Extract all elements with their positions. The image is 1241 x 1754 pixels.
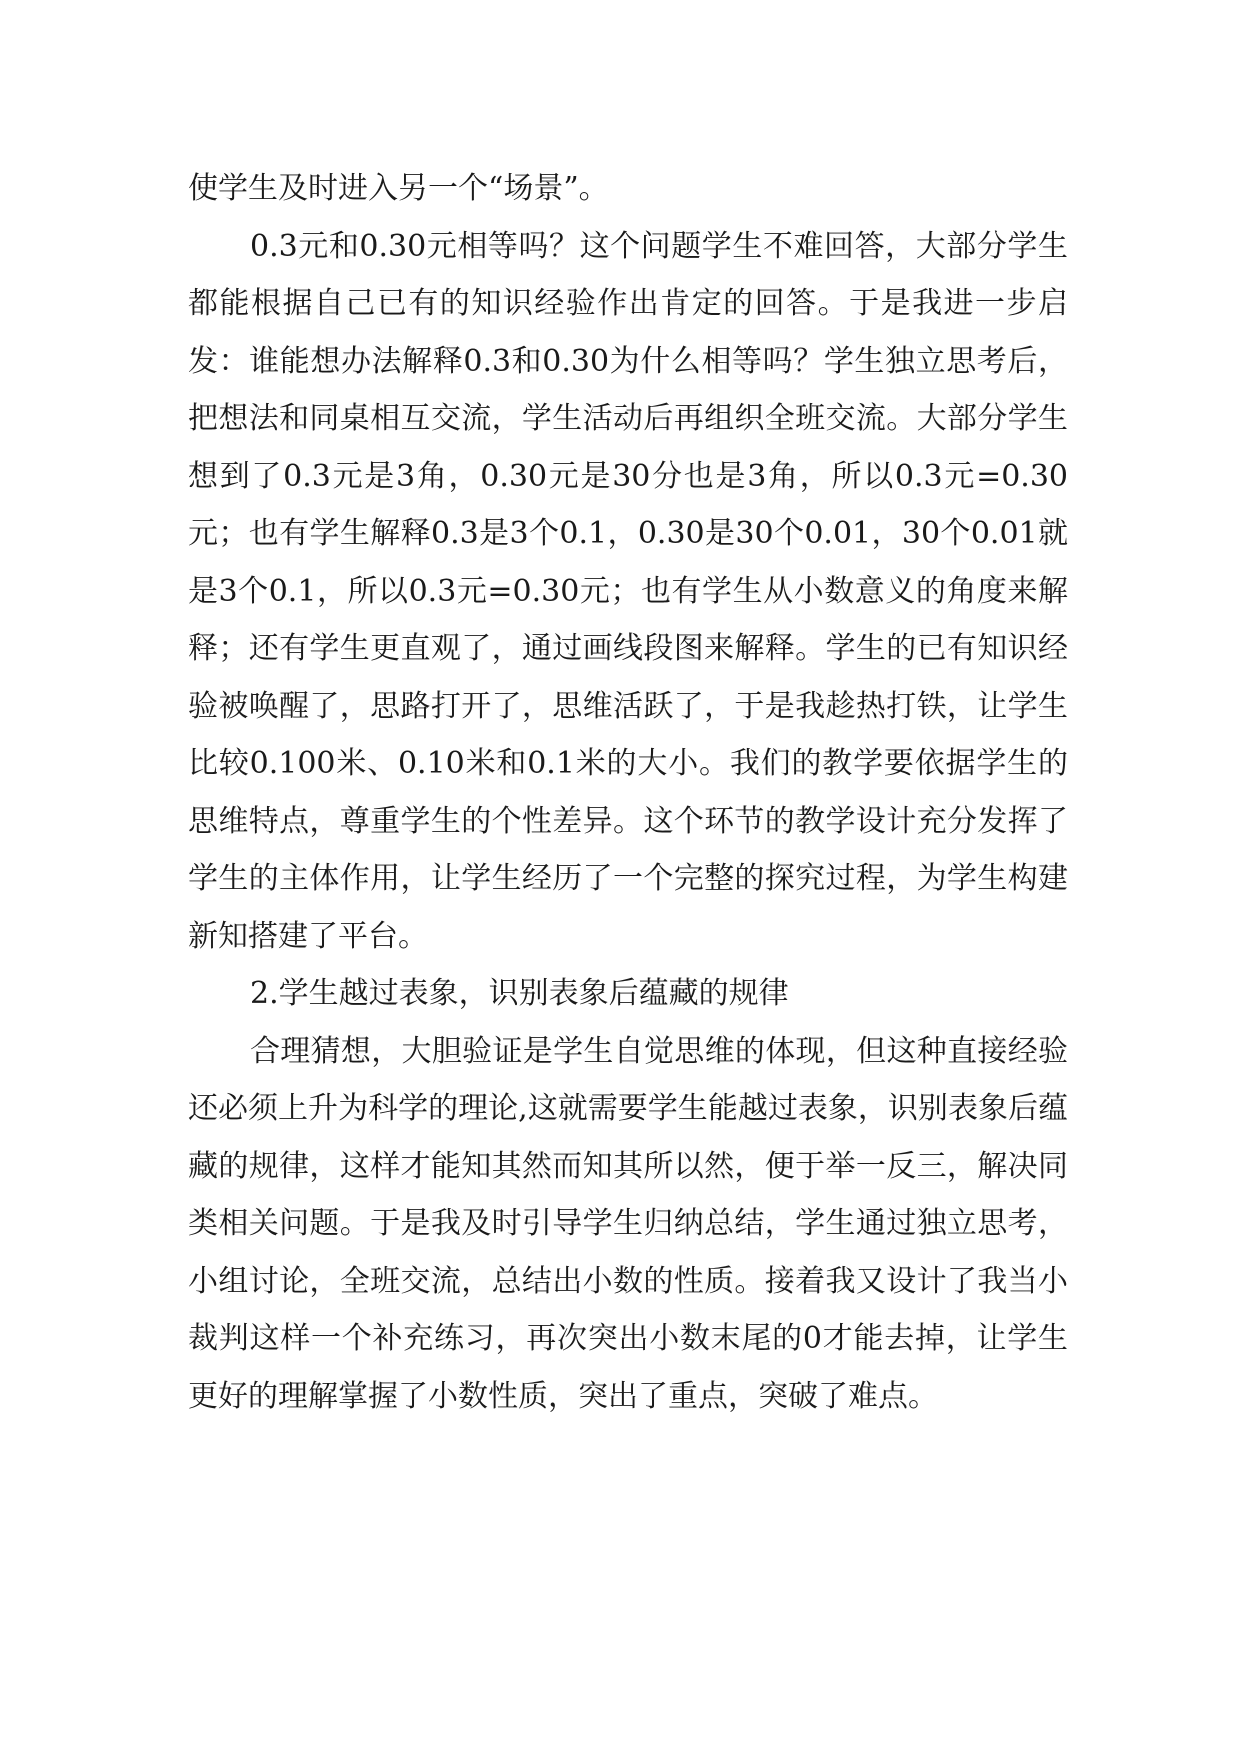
- document-body: [188, 160, 1068, 1425]
- paragraph-continuation: 使学生及时进入另一个“场景”。: [188, 171, 609, 206]
- paragraph-explanation: 0.3元和0.30元相等吗？这个问题学生不难回答，大部分学生都能根据自己已有的知识经验作出肯定的回答。于是我进一步启发：谁能想办法解释0.3和0.30为什么相等吗？学生独立思考后，把想法和同桌相互交流，学生活动后再组织全班交流。大部分学生想到了0.3元是3角，0.30元是30分也是3角，所以0.3元=0.30元；也有学生解释0.3是3个0.1，0.30是30个0.01，30个0.01就是3个0.1，所以0.3元=0.30元；也有学生从小数意义的角度来解释；还有学生更直观了，通过画线段图来解释。学生的已有知识经验被唤醒了，思路打开了，思维活跃了，于是我趁热打铁，让学生比较0.100米、0.10米和0.1米的大小。我们的教学要依据学生的思维特点，尊重学生的个性差异。这个环节的教学设计充分发挥了学生的主体作用，让学生经历了一个完整的探究过程，为学生构建新知搭建了平台。: [188, 228, 1068, 954]
- paragraph-summary: 合理猜想，大胆验证是学生自觉思维的体现，但这种直接经验还必须上升为科学的理论,这就需要学生能越过表象，识别表象后蕴藏的规律，这样才能知其然而知其所以然，便于举一反三，解决同类相关问题。于是我及时引导学生归纳总结，学生通过独立思考，小组讨论，全班交流，总结出小数的性质。接着我又设计了我当小裁判这样一个补充练习，再次突出小数末尾的0才能去掉，让学生更好的理解掌握了小数性质，突出了重点，突破了难点。: [188, 1033, 1068, 1414]
- section-heading: 2.学生越过表象，识别表象后蕴藏的规律: [250, 976, 789, 1011]
